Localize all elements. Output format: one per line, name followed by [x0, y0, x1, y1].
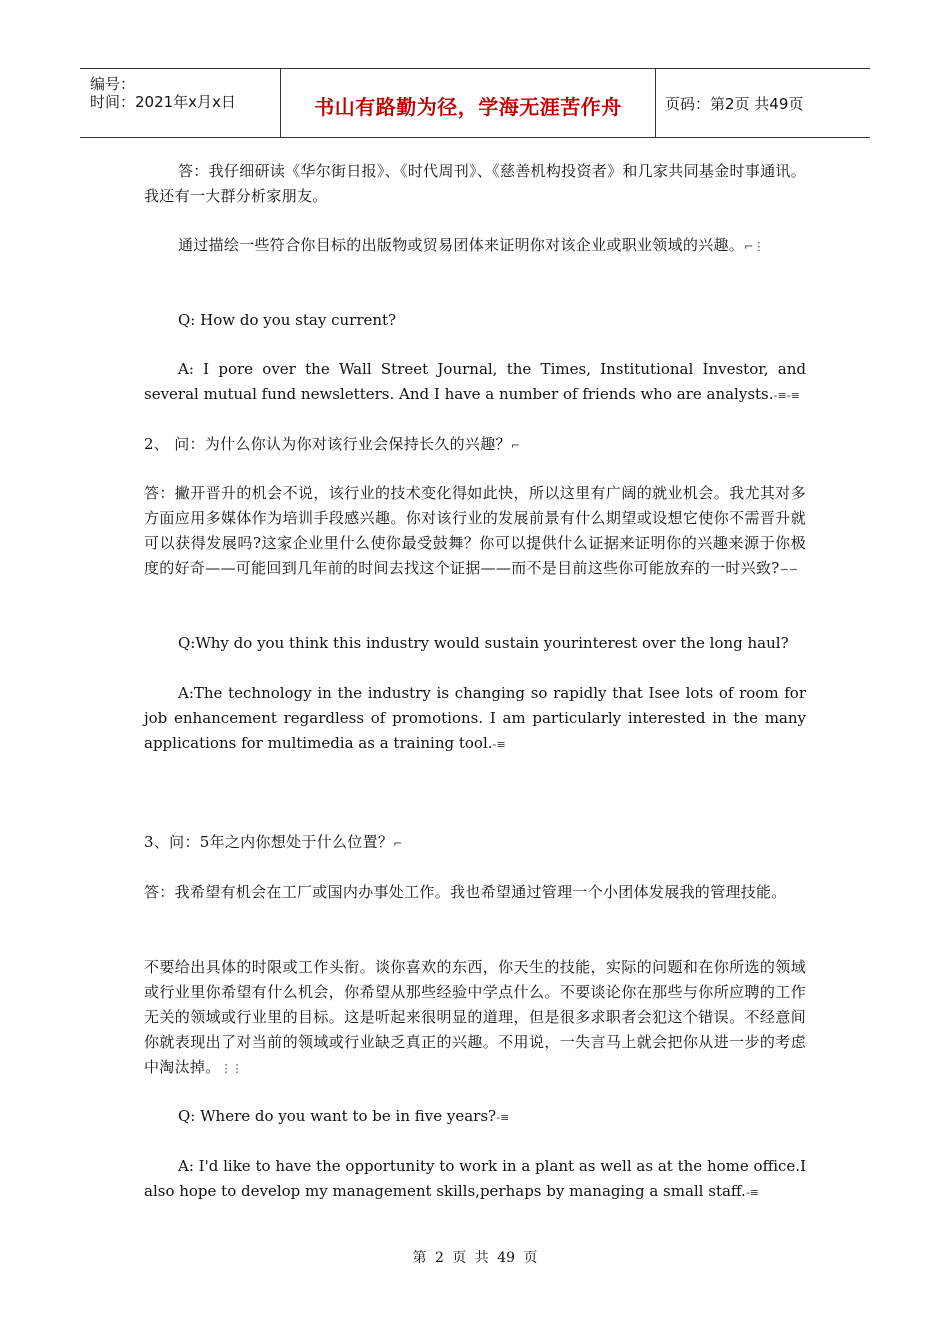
edit-mark: ⌐⋮ [744, 240, 765, 253]
answer-paragraph: A: I'd like to have the opportunity to work in a plant as well as at the home office.I also hope to develop my management skills,perhaps by managing a small staff.-≡ [144, 1157, 806, 1200]
question-heading: 3、问：5年之内你想处于什么位置？⌐ [144, 833, 403, 851]
edit-mark: ∽∽ [779, 563, 799, 576]
edit-mark: -≡-≡ [773, 389, 800, 402]
edit-mark: -≡ [492, 738, 506, 751]
advice-paragraph: 不要给出具体的时限或工作头衔。谈你喜欢的东西，你天生的技能，实际的问题和在你所选的领域或行业里你希望有什么机会，你希望从那些经验中学点什么。不要谈论你在那些与你所应聘的工作无关的领域或行业里的目标。这是听起来很明显的道理，但是很多求职者会犯这个错误。不经意间你就表现出了对当前的领域或行业缺乏真正的兴趣。不用说，一失言马上就会把你从进一步的考虑中淘汰掉。⋮⋮ [144, 958, 806, 1076]
document-time-label: 时间：2021年x月x日 [90, 93, 236, 111]
answer-paragraph: A: I pore over the Wall Street Journal, the Times, Institutional Investor, and several mutual fund newsletters. And I have a number of friends who are analysts.-≡-≡ [144, 360, 806, 403]
question-paragraph: Q:Why do you think this industry would sustain yourinterest over the long haul? [178, 634, 789, 652]
question-heading: 2、 问：为什么你认为你对该行业会保持长久的兴趣？⌐ [144, 435, 521, 453]
edit-mark: ⌐ [510, 439, 521, 452]
document-header [80, 68, 870, 138]
header-meta-cell [80, 69, 280, 137]
answer-paragraph: 答：我希望有机会在工厂或国内办事处工作。我也希望通过管理一个小团体发展我的管理技能。 [144, 883, 787, 901]
header-page-cell [655, 69, 870, 137]
header-motto-cell [280, 69, 656, 137]
question-paragraph: Q: Where do you want to be in five years?-≡ [178, 1107, 510, 1125]
header-page-info: 页码：第2页 共49页 [665, 95, 804, 113]
page-footer: 第 2 页 共 49 页 [412, 1250, 538, 1266]
edit-mark: ⌐ [393, 837, 403, 850]
advice-paragraph: 通过描绘一些符合你目标的出版物或贸易团体来证明你对该企业或职业领域的兴趣。⌐⋮ [178, 236, 765, 254]
edit-mark: ⋮⋮ [220, 1062, 243, 1075]
header-motto: 书山有路勤为径，学海无涯苦作舟 [314, 95, 622, 119]
answer-paragraph: 答：我仔细研读《华尔街日报》、《时代周刊》、《慈善机构投资者》和几家共同基金时事通讯。我还有一大群分析家朋友。 [144, 162, 806, 205]
edit-mark: -≡ [745, 1186, 759, 1199]
document-number-label: 编号： [90, 75, 136, 93]
answer-paragraph: 答：撇开晋升的机会不说，该行业的技术变化得如此快，所以这里有广阔的就业机会。我尤其对多方面应用多媒体作为培训手段感兴趣。你对该行业的发展前景有什么期望或设想它使你不需晋升就可以获得发展吗?这家企业里什么使你最受鼓舞？你可以提供什么证据来证明你的兴趣来源于你极度的好奇——可能回到几年前的时间去找这个证据——而不是目前这些你可能放弃的一时兴致?∽∽ [144, 484, 806, 577]
answer-paragraph: A:The technology in the industry is changing so rapidly that Isee lots of room for job enhancement regardless of promotions. I am particularly interested in the many applications for multimedia as a training tool.-≡ [144, 684, 806, 752]
edit-mark: -≡ [496, 1111, 510, 1124]
question-paragraph: Q: How do you stay current? [178, 311, 397, 329]
